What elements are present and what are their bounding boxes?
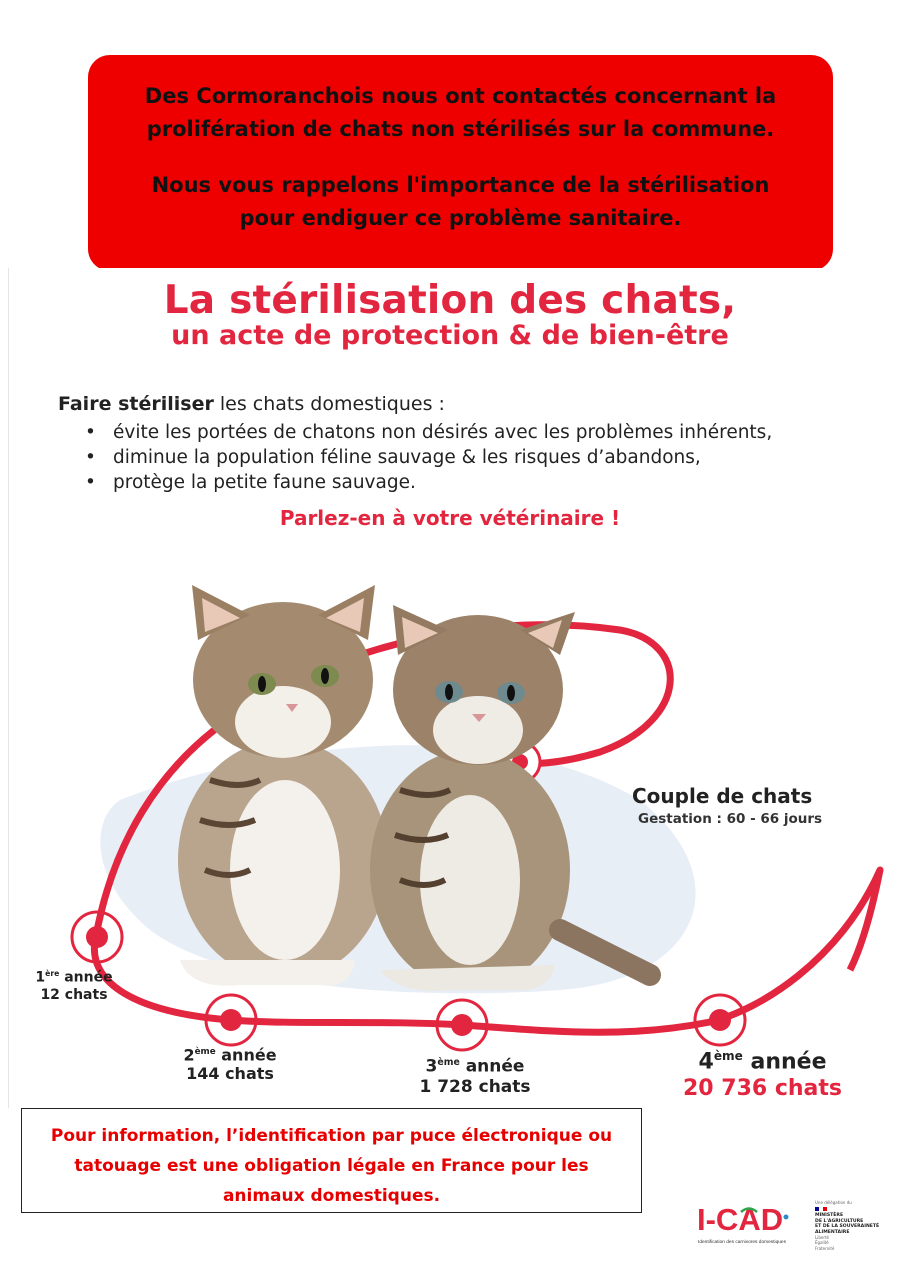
year-number: 4: [698, 1049, 714, 1075]
list-item: • diminue la population féline sauvage & les risques d’abandons,: [85, 445, 772, 470]
vet-call-to-action: Parlez-en à votre vétérinaire !: [279, 506, 621, 530]
kitten-left: [178, 585, 388, 986]
year-count: 12 chats: [40, 986, 108, 1003]
ministry-lead: Une délégation du: [815, 1200, 852, 1205]
year-count: 1 728 chats: [419, 1076, 531, 1097]
year-2-label: [165, 1043, 295, 1083]
identification-info-box: [21, 1108, 642, 1213]
year-count: 20 736 chats: [682, 1076, 843, 1102]
banner-line: pour endiguer ce problème sanitaire.: [239, 206, 682, 230]
ministry-line: ET DE LA SOUVERAINETÉ: [815, 1224, 880, 1230]
year-number: 3: [425, 1056, 438, 1077]
icad-logo-text: I-CAD: [697, 1202, 784, 1237]
year-suffix: ère: [45, 969, 60, 978]
banner-line: prolifération de chats non stérilisés sur la commune.: [146, 117, 775, 141]
banner-line: Nous vous rappelons l'importance de la stérilisation: [151, 173, 770, 197]
year-count: 144 chats: [186, 1064, 274, 1084]
year-3-label: [400, 1053, 550, 1097]
ministry-line: ALIMENTAIRE: [815, 1229, 850, 1235]
ministry-line: MINISTÈRE: [815, 1213, 844, 1219]
info-line: tatouage est une obligation légale en France pour les: [74, 1156, 589, 1176]
alert-banner: [88, 55, 833, 271]
motto-line: Liberté: [815, 1235, 830, 1241]
icad-logo: [697, 1200, 802, 1250]
banner-line: Des Cormoranchois nous ont contactés concernant la: [144, 84, 777, 108]
banner-paragraph-1: [88, 80, 833, 146]
benefits-list: [85, 420, 772, 495]
motto-line: Fraternité: [815, 1245, 835, 1251]
year-1-label: [24, 965, 124, 1004]
ministry-logo: [815, 1200, 885, 1251]
year-suffix: ème: [194, 1047, 216, 1057]
intro-text: [58, 393, 445, 415]
icad-tagline: Identification des carnivores domestiques: [698, 1240, 786, 1245]
year-word: année: [59, 969, 113, 986]
year-word: année: [215, 1045, 277, 1065]
year-suffix: ème: [713, 1049, 743, 1063]
poster-subtitle: un acte de protection & de bien-être: [171, 320, 729, 351]
year-word: année: [459, 1056, 525, 1077]
motto-line: Égalité: [815, 1240, 829, 1246]
french-flag-icon: [815, 1207, 827, 1211]
poster-title: La stérilisation des chats,: [163, 278, 737, 323]
list-item: • protège la petite faune sauvage.: [85, 470, 772, 495]
ministry-line: DE L'AGRICULTURE: [815, 1218, 864, 1224]
banner-paragraph-2: [88, 169, 833, 235]
info-line: animaux domestiques.: [222, 1186, 441, 1206]
year-suffix: ème: [437, 1057, 460, 1068]
year-number: 1: [35, 969, 46, 986]
intro-rest: les chats domestiques :: [213, 393, 445, 415]
year-4-label: [660, 1043, 865, 1102]
info-line: Pour information, l’identification par puce électronique ou: [50, 1126, 613, 1146]
gestation-label: Gestation : 60 - 66 jours: [638, 811, 823, 827]
intro-bold: Faire stériliser: [58, 393, 214, 415]
couple-label: Couple de chats: [632, 784, 813, 808]
list-item: • évite les portées de chatons non désirés avec les problèmes inhérents,: [85, 420, 772, 445]
year-word: année: [742, 1049, 827, 1075]
year-number: 2: [183, 1045, 195, 1065]
